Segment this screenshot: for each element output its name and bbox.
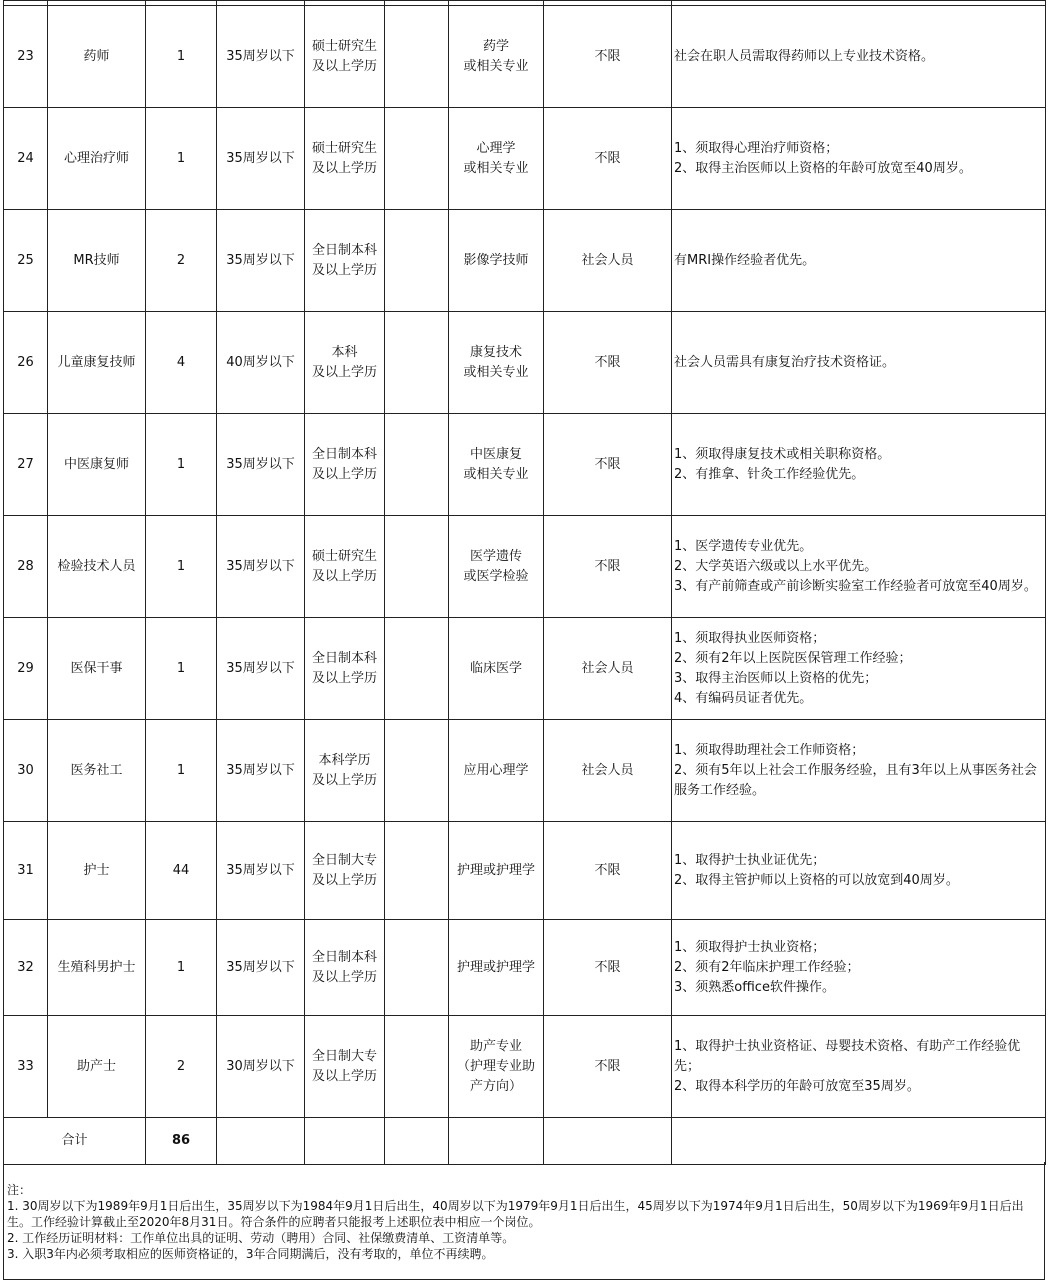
table-row [4, 618, 1046, 720]
blank-cell [385, 822, 449, 920]
education [305, 1016, 385, 1118]
blank-cell [385, 720, 449, 822]
row-number: 28 [4, 516, 48, 618]
post-name: 药师 [48, 6, 146, 108]
hire-count: 1 [146, 920, 217, 1016]
requirements [672, 720, 1046, 822]
age-limit: 35周岁以下 [217, 920, 305, 1016]
education [305, 312, 385, 414]
post-name: 生殖科男护士 [48, 920, 146, 1016]
education-line: 全日制本科 [311, 446, 377, 462]
row-number: 31 [4, 822, 48, 920]
requirements [672, 1016, 1046, 1118]
major-line: 影像学技师 [463, 252, 529, 268]
major-line: 或相关专业 [463, 364, 529, 380]
blank-cell [385, 312, 449, 414]
requirements-line: 3、须熟悉office软件操作。 [674, 979, 835, 995]
candidate-scope: 社会人员 [544, 210, 672, 312]
requirements [672, 6, 1046, 108]
requirements-line: 社会在职人员需取得药师以上专业技术资格。 [674, 48, 935, 64]
major-line: 护理或护理学 [456, 862, 535, 878]
requirements-line: 1、须取得助理社会工作师资格； [674, 742, 865, 758]
major-line: 中医康复 [469, 446, 522, 462]
note-item-1: 1. 30周岁以下为1989年9月1日后出生，35周岁以下为1984年9月1日后出生，40周岁以下为1979年9月1日后出生，45周岁以下为1974年9月1日后出生，50周岁以下为1969年9月1日后出生。工作经验计算截止至2020年8月31日。符合条件的应聘者只能报考上述职位表中相应一个岗位。 [7, 1199, 1024, 1229]
requirements [672, 822, 1046, 920]
major [449, 210, 544, 312]
hire-count: 44 [146, 822, 217, 920]
candidate-scope: 不限 [544, 414, 672, 516]
education [305, 822, 385, 920]
candidate-scope: 社会人员 [544, 618, 672, 720]
hire-count: 1 [146, 414, 217, 516]
education [305, 720, 385, 822]
age-limit: 35周岁以下 [217, 108, 305, 210]
total-label: 合计 [4, 1118, 146, 1165]
requirements-line: 1、须取得心理治疗师资格； [674, 140, 839, 156]
education-line: 本科学历 [318, 752, 371, 768]
blank-cell [544, 1118, 672, 1165]
blank-cell [385, 108, 449, 210]
major-line: 医学遗传 [469, 548, 522, 564]
blank-cell [385, 210, 449, 312]
post-name: 儿童康复技师 [48, 312, 146, 414]
education-line: 全日制本科 [311, 650, 377, 666]
post-name: 护士 [48, 822, 146, 920]
requirements-line: 1、医学遗传专业优先。 [674, 538, 813, 554]
hire-count: 1 [146, 6, 217, 108]
requirements-line: 1、须取得护士执业资格； [674, 939, 826, 955]
row-number: 29 [4, 618, 48, 720]
table-row [4, 516, 1046, 618]
education-line: 及以上学历 [311, 58, 377, 74]
age-limit: 35周岁以下 [217, 414, 305, 516]
major [449, 414, 544, 516]
education-line: 及以上学历 [311, 466, 377, 482]
table-row [4, 414, 1046, 516]
age-limit: 35周岁以下 [217, 720, 305, 822]
education [305, 6, 385, 108]
requirements-line: 1、须取得康复技术或相关职称资格。 [674, 446, 891, 462]
requirements-line: 4、有编码员证者优先。 [674, 690, 813, 706]
row-number: 26 [4, 312, 48, 414]
major [449, 1016, 544, 1118]
education-line: 全日制本科 [311, 242, 377, 258]
education-line: 及以上学历 [311, 872, 377, 888]
requirements-line: 2、须有2年临床护理工作经验； [674, 959, 860, 975]
blank-cell [385, 516, 449, 618]
row-number: 25 [4, 210, 48, 312]
education [305, 414, 385, 516]
table-row [4, 720, 1046, 822]
major-line: 或相关专业 [463, 58, 529, 74]
hire-count: 1 [146, 108, 217, 210]
education [305, 210, 385, 312]
candidate-scope: 不限 [544, 516, 672, 618]
table-row [4, 822, 1046, 920]
major-line: 护理或护理学 [456, 959, 535, 975]
age-limit: 35周岁以下 [217, 210, 305, 312]
requirements-line: 2、须有5年以上社会工作服务经验，且有3年以上从事医务社会服务工作经验。 [674, 762, 1037, 798]
education [305, 108, 385, 210]
education-line: 及以上学历 [311, 1068, 377, 1084]
education-line: 及以上学历 [311, 670, 377, 686]
table-row [4, 108, 1046, 210]
hire-count: 2 [146, 210, 217, 312]
post-name: 检验技术人员 [48, 516, 146, 618]
age-limit: 30周岁以下 [217, 1016, 305, 1118]
requirements-line: 3、取得主治医师以上资格的优先； [674, 670, 878, 686]
major [449, 822, 544, 920]
requirements-line: 2、取得主治医师以上资格的年龄可放宽至40周岁。 [674, 160, 972, 176]
education-line: 本科 [331, 344, 358, 360]
major [449, 312, 544, 414]
major [449, 618, 544, 720]
education-line: 硕士研究生 [311, 548, 377, 564]
row-number: 23 [4, 6, 48, 108]
row-number: 27 [4, 414, 48, 516]
notes-heading: 注： [7, 1183, 32, 1197]
requirements [672, 108, 1046, 210]
notes-section [3, 1162, 1045, 1280]
major-line: 或相关专业 [463, 160, 529, 176]
blank-cell [385, 920, 449, 1016]
positions-table [3, 0, 1046, 1165]
candidate-scope: 社会人员 [544, 720, 672, 822]
major [449, 6, 544, 108]
requirements-line: 2、有推拿、针灸工作经验优先。 [674, 466, 865, 482]
education [305, 920, 385, 1016]
post-name: 医保干事 [48, 618, 146, 720]
hire-count: 1 [146, 618, 217, 720]
table-row [4, 210, 1046, 312]
education [305, 516, 385, 618]
row-number: 30 [4, 720, 48, 822]
candidate-scope: 不限 [544, 822, 672, 920]
hire-count: 2 [146, 1016, 217, 1118]
hire-count: 1 [146, 720, 217, 822]
major-line: 心理学 [476, 140, 516, 156]
requirements [672, 312, 1046, 414]
major-line: 应用心理学 [463, 762, 529, 778]
education-line: 及以上学历 [311, 262, 377, 278]
blank-cell [385, 1118, 449, 1165]
post-name: 医务社工 [48, 720, 146, 822]
education-line: 及以上学历 [311, 160, 377, 176]
blank-cell [672, 1118, 1046, 1165]
requirements-line: 3、有产前筛查或产前诊断实验室工作经验者可放宽至40周岁。 [674, 578, 1037, 594]
major-line: 康复技术 [469, 344, 522, 360]
note-item-3: 3. 入职3年内必须考取相应的医师资格证的，3年合同期满后，没有考取的，单位不再续聘。 [7, 1247, 494, 1261]
major [449, 108, 544, 210]
blank-cell [449, 1118, 544, 1165]
education-line: 全日制大专 [311, 1048, 377, 1064]
age-limit: 35周岁以下 [217, 516, 305, 618]
major-line: 产方向） [469, 1078, 522, 1094]
education-line: 及以上学历 [311, 772, 377, 788]
requirements-line: 社会人员需具有康复治疗技术资格证。 [674, 354, 896, 370]
education-line: 及以上学历 [311, 568, 377, 584]
major-line: 或相关专业 [463, 466, 529, 482]
major-line: 药学 [482, 38, 509, 54]
blank-cell [385, 414, 449, 516]
candidate-scope: 不限 [544, 312, 672, 414]
blank-cell [385, 618, 449, 720]
total-value: 86 [146, 1118, 217, 1165]
hire-count: 1 [146, 516, 217, 618]
requirements-line: 1、须取得执业医师资格； [674, 630, 826, 646]
major-line: 临床医学 [469, 660, 522, 676]
post-name: 中医康复师 [48, 414, 146, 516]
hire-count: 4 [146, 312, 217, 414]
blank-cell [217, 1118, 305, 1165]
education-line: 硕士研究生 [311, 38, 377, 54]
age-limit: 35周岁以下 [217, 822, 305, 920]
candidate-scope: 不限 [544, 6, 672, 108]
major-line: 助产专业 [469, 1038, 522, 1054]
age-limit: 35周岁以下 [217, 6, 305, 108]
row-number: 33 [4, 1016, 48, 1118]
requirements-line: 1、取得护士执业证优先； [674, 852, 826, 868]
major [449, 920, 544, 1016]
age-limit: 40周岁以下 [217, 312, 305, 414]
requirements [672, 920, 1046, 1016]
requirements-line: 2、取得主管护师以上资格的可以放宽到40周岁。 [674, 872, 959, 888]
requirements-line: 1、取得护士执业资格证、母婴技术资格、有助产工作经验优先； [674, 1038, 1021, 1074]
major [449, 720, 544, 822]
requirements [672, 618, 1046, 720]
education-line: 及以上学历 [311, 969, 377, 985]
candidate-scope: 不限 [544, 1016, 672, 1118]
major-line: （护理专业助 [456, 1058, 535, 1074]
table-row [4, 920, 1046, 1016]
education-line: 全日制大专 [311, 852, 377, 868]
candidate-scope: 不限 [544, 920, 672, 1016]
requirements-line: 有MRI操作经验者优先。 [674, 252, 816, 268]
age-limit: 35周岁以下 [217, 618, 305, 720]
post-name: 心理治疗师 [48, 108, 146, 210]
table-row [4, 1016, 1046, 1118]
blank-cell [385, 1016, 449, 1118]
major-line: 或医学检验 [463, 568, 529, 584]
requirements [672, 414, 1046, 516]
blank-cell [385, 6, 449, 108]
education-line: 硕士研究生 [311, 140, 377, 156]
row-number: 32 [4, 920, 48, 1016]
blank-cell [305, 1118, 385, 1165]
note-item-2: 2. 工作经历证明材料：工作单位出具的证明、劳动（聘用）合同、社保缴费清单、工资清单等。 [7, 1231, 515, 1245]
row-number: 24 [4, 108, 48, 210]
requirements-line: 2、大学英语六级或以上水平优先。 [674, 558, 878, 574]
requirements-line: 2、须有2年以上医院医保管理工作经验； [674, 650, 912, 666]
table-row [4, 6, 1046, 108]
candidate-scope: 不限 [544, 108, 672, 210]
total-row [4, 1118, 1046, 1165]
post-name: MR技师 [48, 210, 146, 312]
education [305, 618, 385, 720]
education-line: 全日制本科 [311, 949, 377, 965]
requirements [672, 516, 1046, 618]
requirements-line: 2、取得本科学历的年龄可放宽至35周岁。 [674, 1078, 920, 1094]
table-row [4, 312, 1046, 414]
major [449, 516, 544, 618]
post-name: 助产士 [48, 1016, 146, 1118]
education-line: 及以上学历 [311, 364, 377, 380]
requirements [672, 210, 1046, 312]
